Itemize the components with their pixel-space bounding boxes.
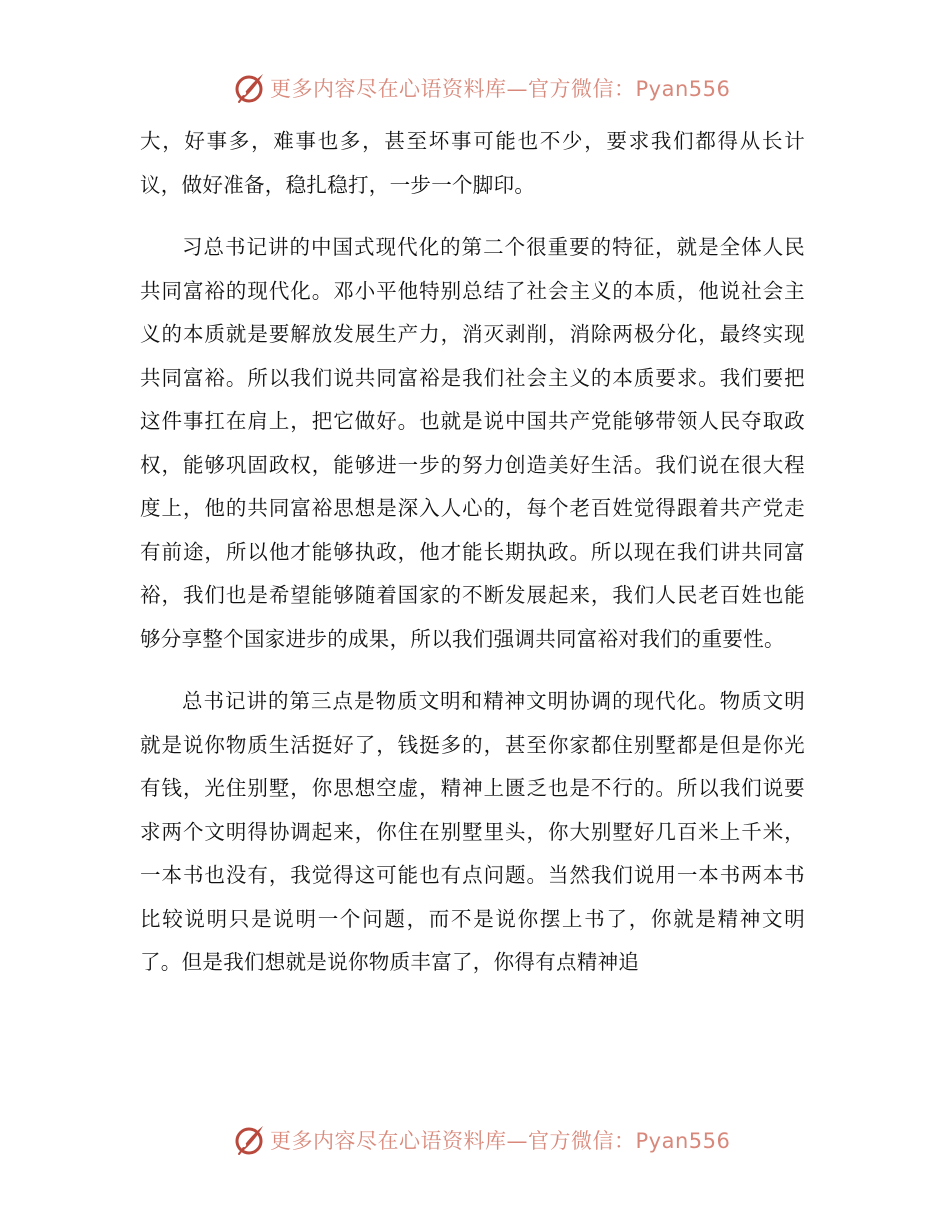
quill-logo-icon	[232, 71, 266, 105]
paragraph-material-spiritual: 总书记讲的第三点是物质文明和精神文明协调的现代化。物质文明就是说你物质生活挺好了，钱挺多的，甚至你家都住别墅都是但是你光有钱，光住别墅，你思想空虚，精神上匮乏也是不行的。所以我们说要求两个文明得协调起来，你住在别墅里头，你大别墅好几百米上千米，一本书也没有，我觉得这可能也有点问题。当然我们说用一本书两本书比较说明只是说明一个问题，而不是说你摆上书了，你就是精神文明了。但是我们想就是说你物质丰富了，你得有点精神追	[140, 689, 805, 974]
footer-banner	[232, 1120, 731, 1160]
header-banner	[232, 68, 731, 108]
document-body	[140, 120, 805, 985]
paragraph-common-prosperity: 习总书记讲的中国式现代化的第二个很重要的特征，就是全体人民共同富裕的现代化。邓小平他特别总结了社会主义的本质，他说社会主义的本质就是要解放发展生产力，消灭剥削，消除两极分化，最终实现共同富裕。所以我们说共同富裕是我们社会主义的本质要求。我们要把这件事扛在肩上，把它做好。也就是说中国共产党能够带领人民夺取政权，能够巩固政权，能够进一步的努力创造美好生活。我们说在很大程度上，他的共同富裕思想是深入人心的，每个老百姓觉得跟着共产党走有前途，所以他才能够执政，他才能长期执政。所以现在我们讲共同富裕，我们也是希望能够随着国家的不断发展起来，我们人民老百姓也能够分享整个国家进步的成果，所以我们强调共同富裕对我们的重要性。	[140, 235, 805, 651]
header-banner-text: 更多内容尽在心语资料库—官方微信：Pyan556	[270, 77, 731, 101]
quill-logo-icon	[232, 1123, 266, 1157]
paragraph-continuation: 大，好事多，难事也多，甚至坏事可能也不少，要求我们都得从长计议，做好准备，稳扎稳打，一步一个脚印。	[140, 129, 805, 197]
footer-banner-text: 更多内容尽在心语资料库—官方微信：Pyan556	[270, 1129, 731, 1153]
